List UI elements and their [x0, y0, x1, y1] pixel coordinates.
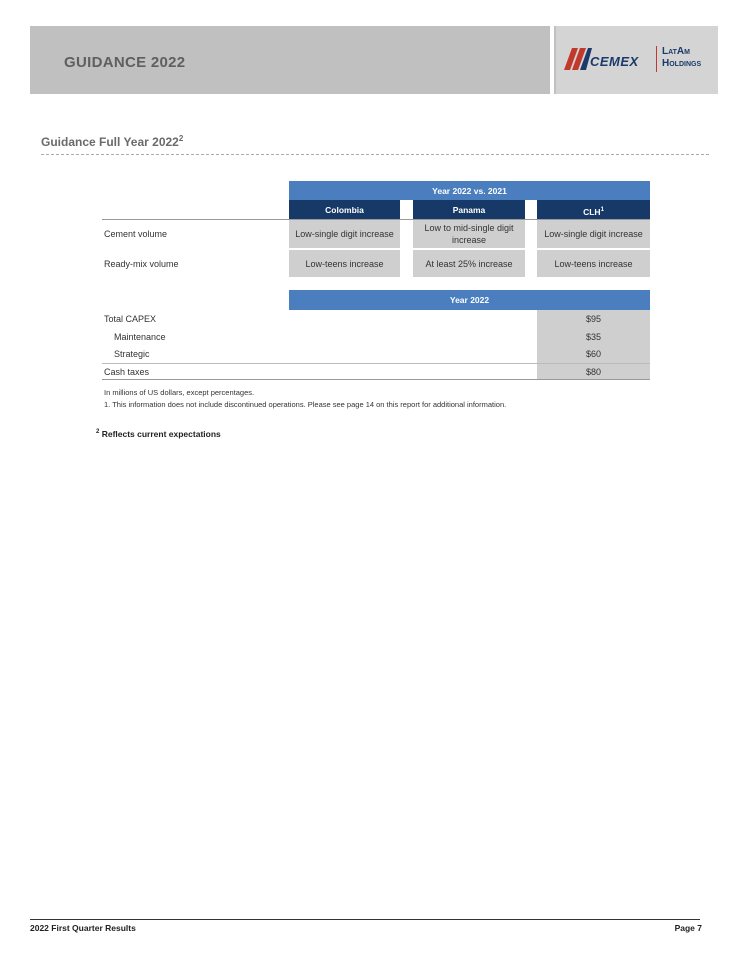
logo-line-2: Holdings: [662, 58, 702, 69]
row-label-strategic: Strategic: [114, 349, 150, 359]
value-maintenance: $35: [585, 332, 602, 342]
capex-subtotal-rule: [102, 363, 650, 364]
col-header-clh-text: CLH: [583, 206, 601, 217]
cell-readymix-panama: At least 25% increase: [413, 250, 525, 277]
cemex-latam-logo: [556, 26, 718, 94]
row-label-cement: Cement volume: [104, 229, 168, 239]
footnote-1: 1. This information does not include discontinued operations. Please see page 14 on this report for additional information.: [104, 400, 507, 409]
footer-page-number: Page 7: [674, 923, 702, 933]
cell-cement-panama: Low to mid-single digit increase: [413, 220, 525, 248]
section-title-sup: 2: [178, 134, 184, 143]
cell-readymix-clh: Low-teens increase: [537, 250, 650, 277]
volume-band-header: Year 2022 vs. 2021: [289, 181, 650, 200]
cell-readymix-colombia: Low-teens increase: [289, 250, 400, 277]
col-header-panama: Panama: [413, 200, 525, 220]
footnote-2-sup: 2: [96, 429, 100, 436]
row-label-maintenance: Maintenance: [114, 332, 166, 342]
units-note: In millions of US dollars, except percentages.: [104, 388, 255, 397]
col-header-clh: [537, 200, 650, 220]
cell-cement-clh: Low-single digit increase: [537, 220, 650, 248]
cell-cement-colombia: Low-single digit increase: [289, 220, 400, 248]
logo-brand: CEMEX: [590, 54, 639, 69]
section-title-text: Guidance Full Year 2022: [41, 135, 179, 149]
value-cash-taxes: $80: [585, 367, 602, 377]
logo-line-1: LatAm: [662, 46, 690, 57]
header-title: GUIDANCE 2022: [64, 54, 186, 71]
cemex-stripes-icon: [564, 48, 592, 70]
capex-band-header: Year 2022: [289, 290, 650, 310]
logo-separator: [656, 46, 657, 72]
row-label-readymix: Ready-mix volume: [104, 259, 179, 269]
value-total-capex: $95: [585, 314, 602, 324]
value-strategic: $60: [585, 349, 602, 359]
footnote-2-text: Reflects current expectations: [99, 429, 221, 439]
row-label-cash-taxes: Cash taxes: [104, 367, 150, 377]
footer-report-title: 2022 First Quarter Results: [30, 923, 136, 933]
logo-subbrand: [662, 46, 701, 70]
footnote-2: [96, 429, 221, 439]
section-title: [41, 134, 183, 149]
capex-bottom-rule: [102, 379, 650, 380]
page-header: [30, 26, 718, 94]
row-label-total-capex: Total CAPEX: [104, 314, 157, 324]
footer-divider: [30, 919, 700, 920]
col-header-colombia: Colombia: [289, 200, 400, 220]
section-divider: [41, 154, 709, 155]
col-header-clh-sup: 1: [600, 207, 604, 213]
header-divider: [550, 26, 554, 94]
